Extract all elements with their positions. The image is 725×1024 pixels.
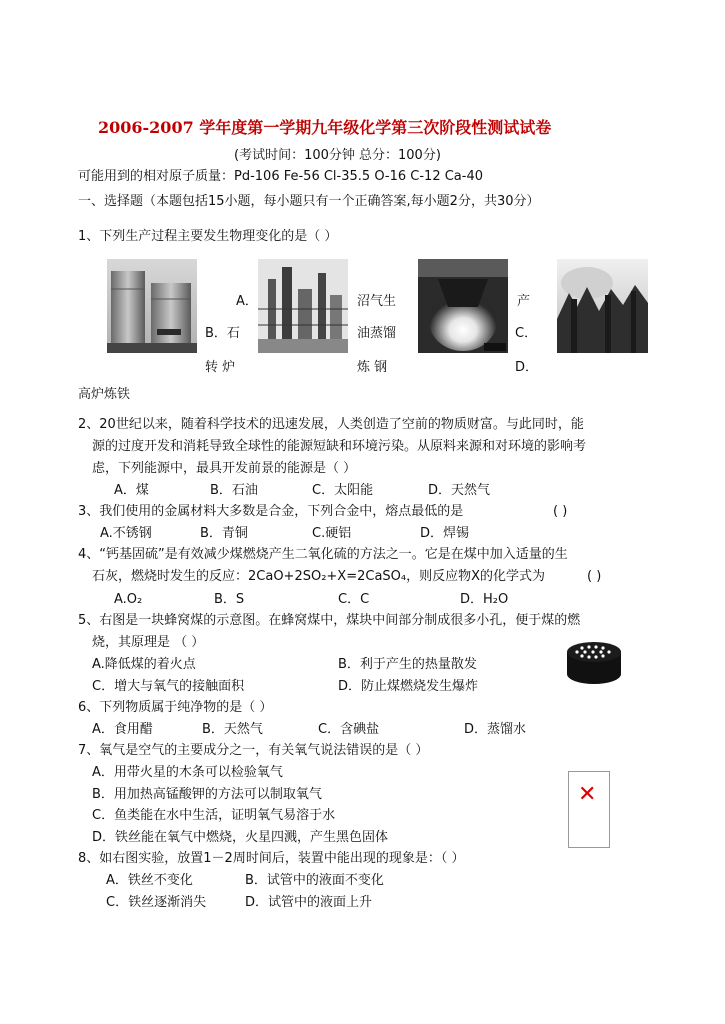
q5-line1: 5、右图是一块蜂窝煤的示意图。在蜂窝煤中，煤块中间部分制成很多小孔，便于煤的燃 [78,613,581,628]
q7-option-d: D．铁丝能在氧气中燃烧，火星四溅，产生黑色固体 [92,830,389,845]
q3-option-a: A.不锈钢 [100,526,152,541]
q5-line2: 烧，其原理是 （ ） [92,635,205,650]
q6-option-a: A．食用醋 [92,722,153,737]
refinery-photo [258,259,348,353]
q4-line2: 石灰，燃烧时发生的反应：2CaO+2SO₂+X=2CaSO₄，则反应物X的化学式为 [92,569,546,584]
q2-option-c: C．太阳能 [312,483,374,498]
page-title: 2006-2007 学年度第一学期九年级化学第三次阶段性测试试卷 [98,118,552,137]
q1-stem: 1、下列生产过程主要发生物理变化的是（ ） [78,229,338,244]
section-heading: 一、选择题（本题包括15小题，每小题只有一个正确答案,每小题2分，共30分） [78,194,540,209]
q2-line3: 虑，下列能源中，最具开发前景的能源是（ ） [92,461,357,476]
q3-option-b: B．青铜 [200,526,248,541]
q6-option-c: C．含碘盐 [318,722,380,737]
q3-option-d: D．焊锡 [420,526,470,541]
honeycomb-coal-icon [565,640,623,686]
q8-option-d: D．试管中的液面上升 [245,895,373,910]
q2-option-b: B．石油 [210,483,258,498]
close-icon: ✕ [578,782,597,807]
q8-option-b: B．试管中的液面不变化 [245,873,384,888]
q1-option-d-text: 高炉炼铁 [78,387,131,402]
q1-biogas-3: 炼 钢 [357,360,388,375]
q7-stem: 7、氧气是空气的主要成分之一，有关氧气说法错误的是（ ） [78,743,429,758]
q2-line1: 2、20世纪以来，随着科学技术的迅速发展，人类创造了空前的物质财富。与此同时，能 [78,417,584,432]
q1-option-a-letter: A． [236,294,258,309]
q1-option-b-letter: B．石 [205,326,240,341]
q6-option-d: D．蒸馏水 [464,722,527,737]
q7-option-b: B．用加热高锰酸钾的方法可以制取氧气 [92,787,322,802]
converter-photo [418,259,508,353]
q4-option-d: D．H₂O [460,592,509,607]
biogas-tank-photo [107,259,197,353]
q2-line2: 源的过度开发和消耗导致全球性的能源短缺和环境污染。从原料来源和对环境的影响考 [92,439,587,454]
blast-furnace-photo [557,259,648,353]
exam-info: (考试时间：100分钟 总分：100分) [234,148,441,163]
q8-option-a: A．铁丝不变化 [106,873,193,888]
q8-option-c: C．铁丝逐渐消失 [106,895,207,910]
q4-answer-paren: ( ) [587,569,602,584]
q1-chan: 产 [517,294,531,309]
q1-option-d-letter: D． [515,360,539,375]
q6-stem: 6、下列物质属于纯净物的是（ ） [78,700,273,715]
q3-option-c: C.硬铝 [312,526,352,541]
atomic-masses: 可能用到的相对原子质量：Pd-106 Fe-56 Cl-35.5 O-16 C-12 Ca-40 [78,169,483,184]
q8-stem: 8、如右图实验，放置1－2周时间后，装置中能出现的现象是：（ ） [78,851,465,866]
q2-option-a: A．煤 [114,483,149,498]
q4-option-b: B．S [214,592,245,607]
q5-option-a: A.降低煤的着火点 [92,657,196,672]
q4-line1: 4、“钙基固硫”是有效减少煤燃烧产生二氧化硫的方法之一。它是在煤中加入适量的生 [78,547,568,562]
q1-biogas-2: 油蒸馏 [357,326,397,341]
q5-option-b: B．利于产生的热量散发 [338,657,477,672]
q3-stem: 3、我们使用的金属材料大多数是合金，下列合金中，熔点最低的是 [78,504,464,519]
q5-option-d: D．防止煤燃烧发生爆炸 [338,679,479,694]
q4-option-c: C．C [338,592,370,607]
q1-option-c-letter: C． [515,326,538,341]
q2-option-d: D．天然气 [428,483,491,498]
broken-image-icon [568,771,610,848]
q1-biogas-1: 沼气生 [357,294,397,309]
q6-option-b: B．天然气 [202,722,263,737]
q5-option-c: C．增大与氧气的接触面积 [92,679,245,694]
q4-option-a: A.O₂ [114,592,143,607]
q7-option-a: A．用带火星的木条可以检验氧气 [92,765,283,780]
q1-option-b-tail: 转 炉 [205,360,236,375]
q7-option-c: C．鱼类能在水中生活，证明氧气易溶于水 [92,808,336,823]
q3-answer-paren: ( ) [553,504,568,519]
